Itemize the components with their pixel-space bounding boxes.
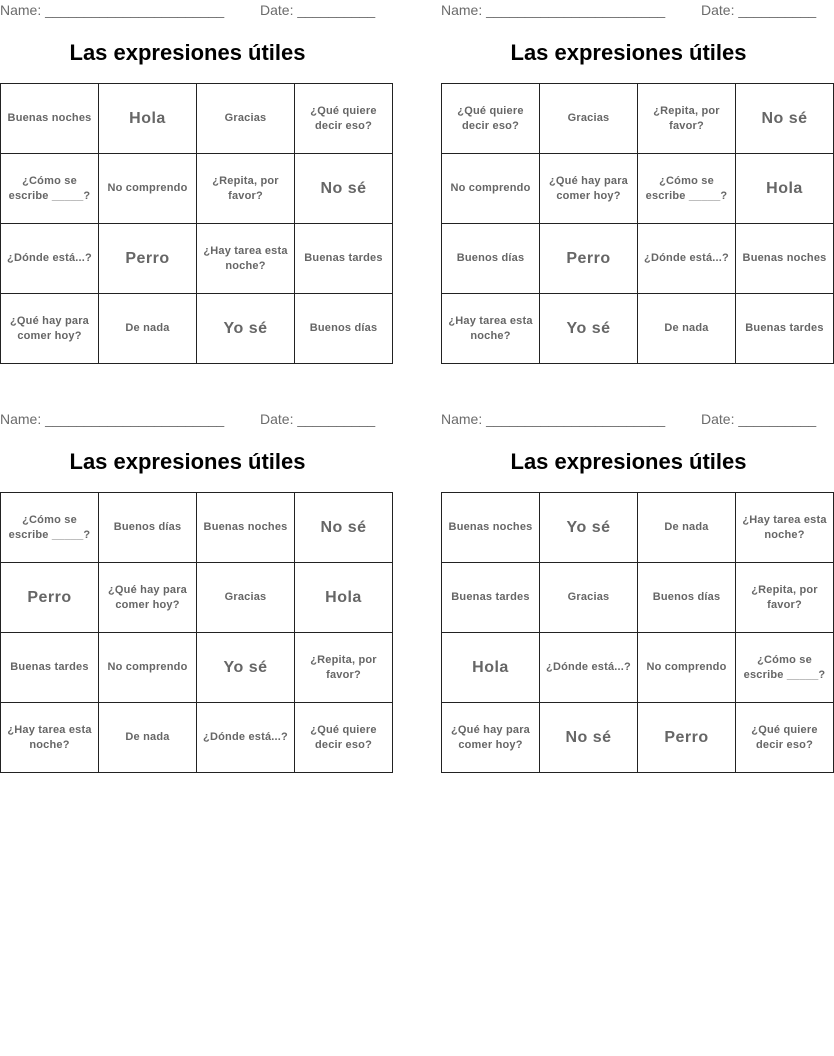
grid-cell: Yo sé: [540, 493, 638, 563]
grid-cell: No sé: [295, 154, 393, 224]
bingo-grid: [0, 83, 393, 364]
grid-cell: ¿Qué quiere decir eso?: [736, 703, 834, 773]
grid-cell: Buenas noches: [1, 84, 99, 154]
grid-cell: ¿Dónde está...?: [197, 703, 295, 773]
name-date-line: [0, 2, 375, 20]
grid-cell: Hola: [295, 563, 393, 633]
grid-cell: ¿Cómo se escribe _____?: [1, 493, 99, 563]
grid-cell: ¿Cómo se escribe _____?: [736, 633, 834, 703]
grid-row: [442, 84, 834, 154]
grid-row: [442, 294, 834, 364]
grid-cell: ¿Repita, por favor?: [736, 563, 834, 633]
card-title: Las expresiones útiles: [69, 40, 306, 65]
grid-cell: ¿Qué hay para comer hoy?: [1, 294, 99, 364]
card-title: Las expresiones útiles: [510, 40, 747, 65]
grid-cell: ¿Qué hay para comer hoy?: [442, 703, 540, 773]
grid-cell: De nada: [638, 493, 736, 563]
grid-cell: ¿Qué quiere decir eso?: [295, 84, 393, 154]
grid-cell: No sé: [540, 703, 638, 773]
bingo-card-3: [0, 409, 375, 789]
grid-cell: No sé: [295, 493, 393, 563]
grid-cell: Buenas noches: [736, 224, 834, 294]
grid-cell: Buenos días: [442, 224, 540, 294]
grid-cell: ¿Dónde está...?: [1, 224, 99, 294]
grid-cell: Hola: [442, 633, 540, 703]
grid-cell: ¿Qué quiere decir eso?: [295, 703, 393, 773]
grid-cell: De nada: [99, 703, 197, 773]
grid-cell: De nada: [99, 294, 197, 364]
bingo-grid: [441, 492, 834, 773]
grid-cell: Buenos días: [99, 493, 197, 563]
grid-cell: ¿Repita, por favor?: [638, 84, 736, 154]
grid-cell: ¿Dónde está...?: [638, 224, 736, 294]
bingo-card-1: [0, 0, 383, 380]
grid-cell: ¿Qué hay para comer hoy?: [99, 563, 197, 633]
grid-cell: ¿Hay tarea esta noche?: [1, 703, 99, 773]
grid-cell: Buenas noches: [197, 493, 295, 563]
grid-cell: No sé: [736, 84, 834, 154]
grid-row: [442, 493, 834, 563]
grid-cell: No comprendo: [99, 633, 197, 703]
grid-row: [1, 493, 393, 563]
grid-cell: No comprendo: [442, 154, 540, 224]
card-title: Las expresiones útiles: [69, 449, 306, 474]
name-field-label: Name: _______________________: [0, 411, 225, 427]
grid-row: [442, 154, 834, 224]
grid-cell: ¿Repita, por favor?: [295, 633, 393, 703]
grid-row: [442, 563, 834, 633]
grid-cell: ¿Hay tarea esta noche?: [736, 493, 834, 563]
grid-cell: Perro: [1, 563, 99, 633]
grid-cell: Buenas tardes: [442, 563, 540, 633]
grid-cell: Gracias: [197, 563, 295, 633]
grid-cell: ¿Hay tarea esta noche?: [442, 294, 540, 364]
grid-cell: ¿Qué hay para comer hoy?: [540, 154, 638, 224]
grid-cell: No comprendo: [99, 154, 197, 224]
grid-cell: Gracias: [540, 84, 638, 154]
name-date-line: [441, 2, 816, 20]
grid-cell: Perro: [540, 224, 638, 294]
grid-row: [442, 703, 834, 773]
grid-cell: Yo sé: [197, 294, 295, 364]
grid-cell: Buenos días: [638, 563, 736, 633]
name-field-label: Name: _______________________: [441, 2, 666, 18]
grid-cell: Hola: [99, 84, 197, 154]
grid-cell: Buenas tardes: [295, 224, 393, 294]
grid-row: [1, 224, 393, 294]
grid-row: [1, 633, 393, 703]
name-date-line: [441, 411, 816, 429]
date-field-label: Date: __________: [260, 2, 376, 18]
name-date-line: [0, 411, 375, 429]
name-field-label: Name: _______________________: [441, 411, 666, 427]
grid-cell: Perro: [638, 703, 736, 773]
date-field-label: Date: __________: [701, 2, 817, 18]
grid-row: [1, 154, 393, 224]
grid-cell: Gracias: [540, 563, 638, 633]
grid-cell: Gracias: [197, 84, 295, 154]
bingo-grid: [0, 492, 393, 773]
grid-cell: Yo sé: [540, 294, 638, 364]
grid-cell: ¿Qué quiere decir eso?: [442, 84, 540, 154]
card-title: Las expresiones útiles: [510, 449, 747, 474]
grid-cell: Hola: [736, 154, 834, 224]
grid-row: [1, 84, 393, 154]
grid-cell: De nada: [638, 294, 736, 364]
grid-cell: ¿Dónde está...?: [540, 633, 638, 703]
date-field-label: Date: __________: [701, 411, 817, 427]
grid-cell: Perro: [99, 224, 197, 294]
grid-cell: Yo sé: [197, 633, 295, 703]
grid-cell: ¿Cómo se escribe _____?: [638, 154, 736, 224]
bingo-card-2: [441, 0, 827, 380]
grid-row: [1, 294, 393, 364]
grid-cell: Buenas tardes: [736, 294, 834, 364]
grid-cell: ¿Cómo se escribe _____?: [1, 154, 99, 224]
grid-row: [442, 633, 834, 703]
grid-cell: Buenos días: [295, 294, 393, 364]
bingo-grid: [441, 83, 834, 364]
grid-cell: No comprendo: [638, 633, 736, 703]
grid-row: [1, 563, 393, 633]
grid-cell: ¿Repita, por favor?: [197, 154, 295, 224]
grid-row: [442, 224, 834, 294]
grid-cell: Buenas noches: [442, 493, 540, 563]
bingo-card-4: [441, 409, 827, 789]
date-field-label: Date: __________: [260, 411, 376, 427]
grid-cell: Buenas tardes: [1, 633, 99, 703]
name-field-label: Name: _______________________: [0, 2, 225, 18]
grid-cell: ¿Hay tarea esta noche?: [197, 224, 295, 294]
grid-row: [1, 703, 393, 773]
